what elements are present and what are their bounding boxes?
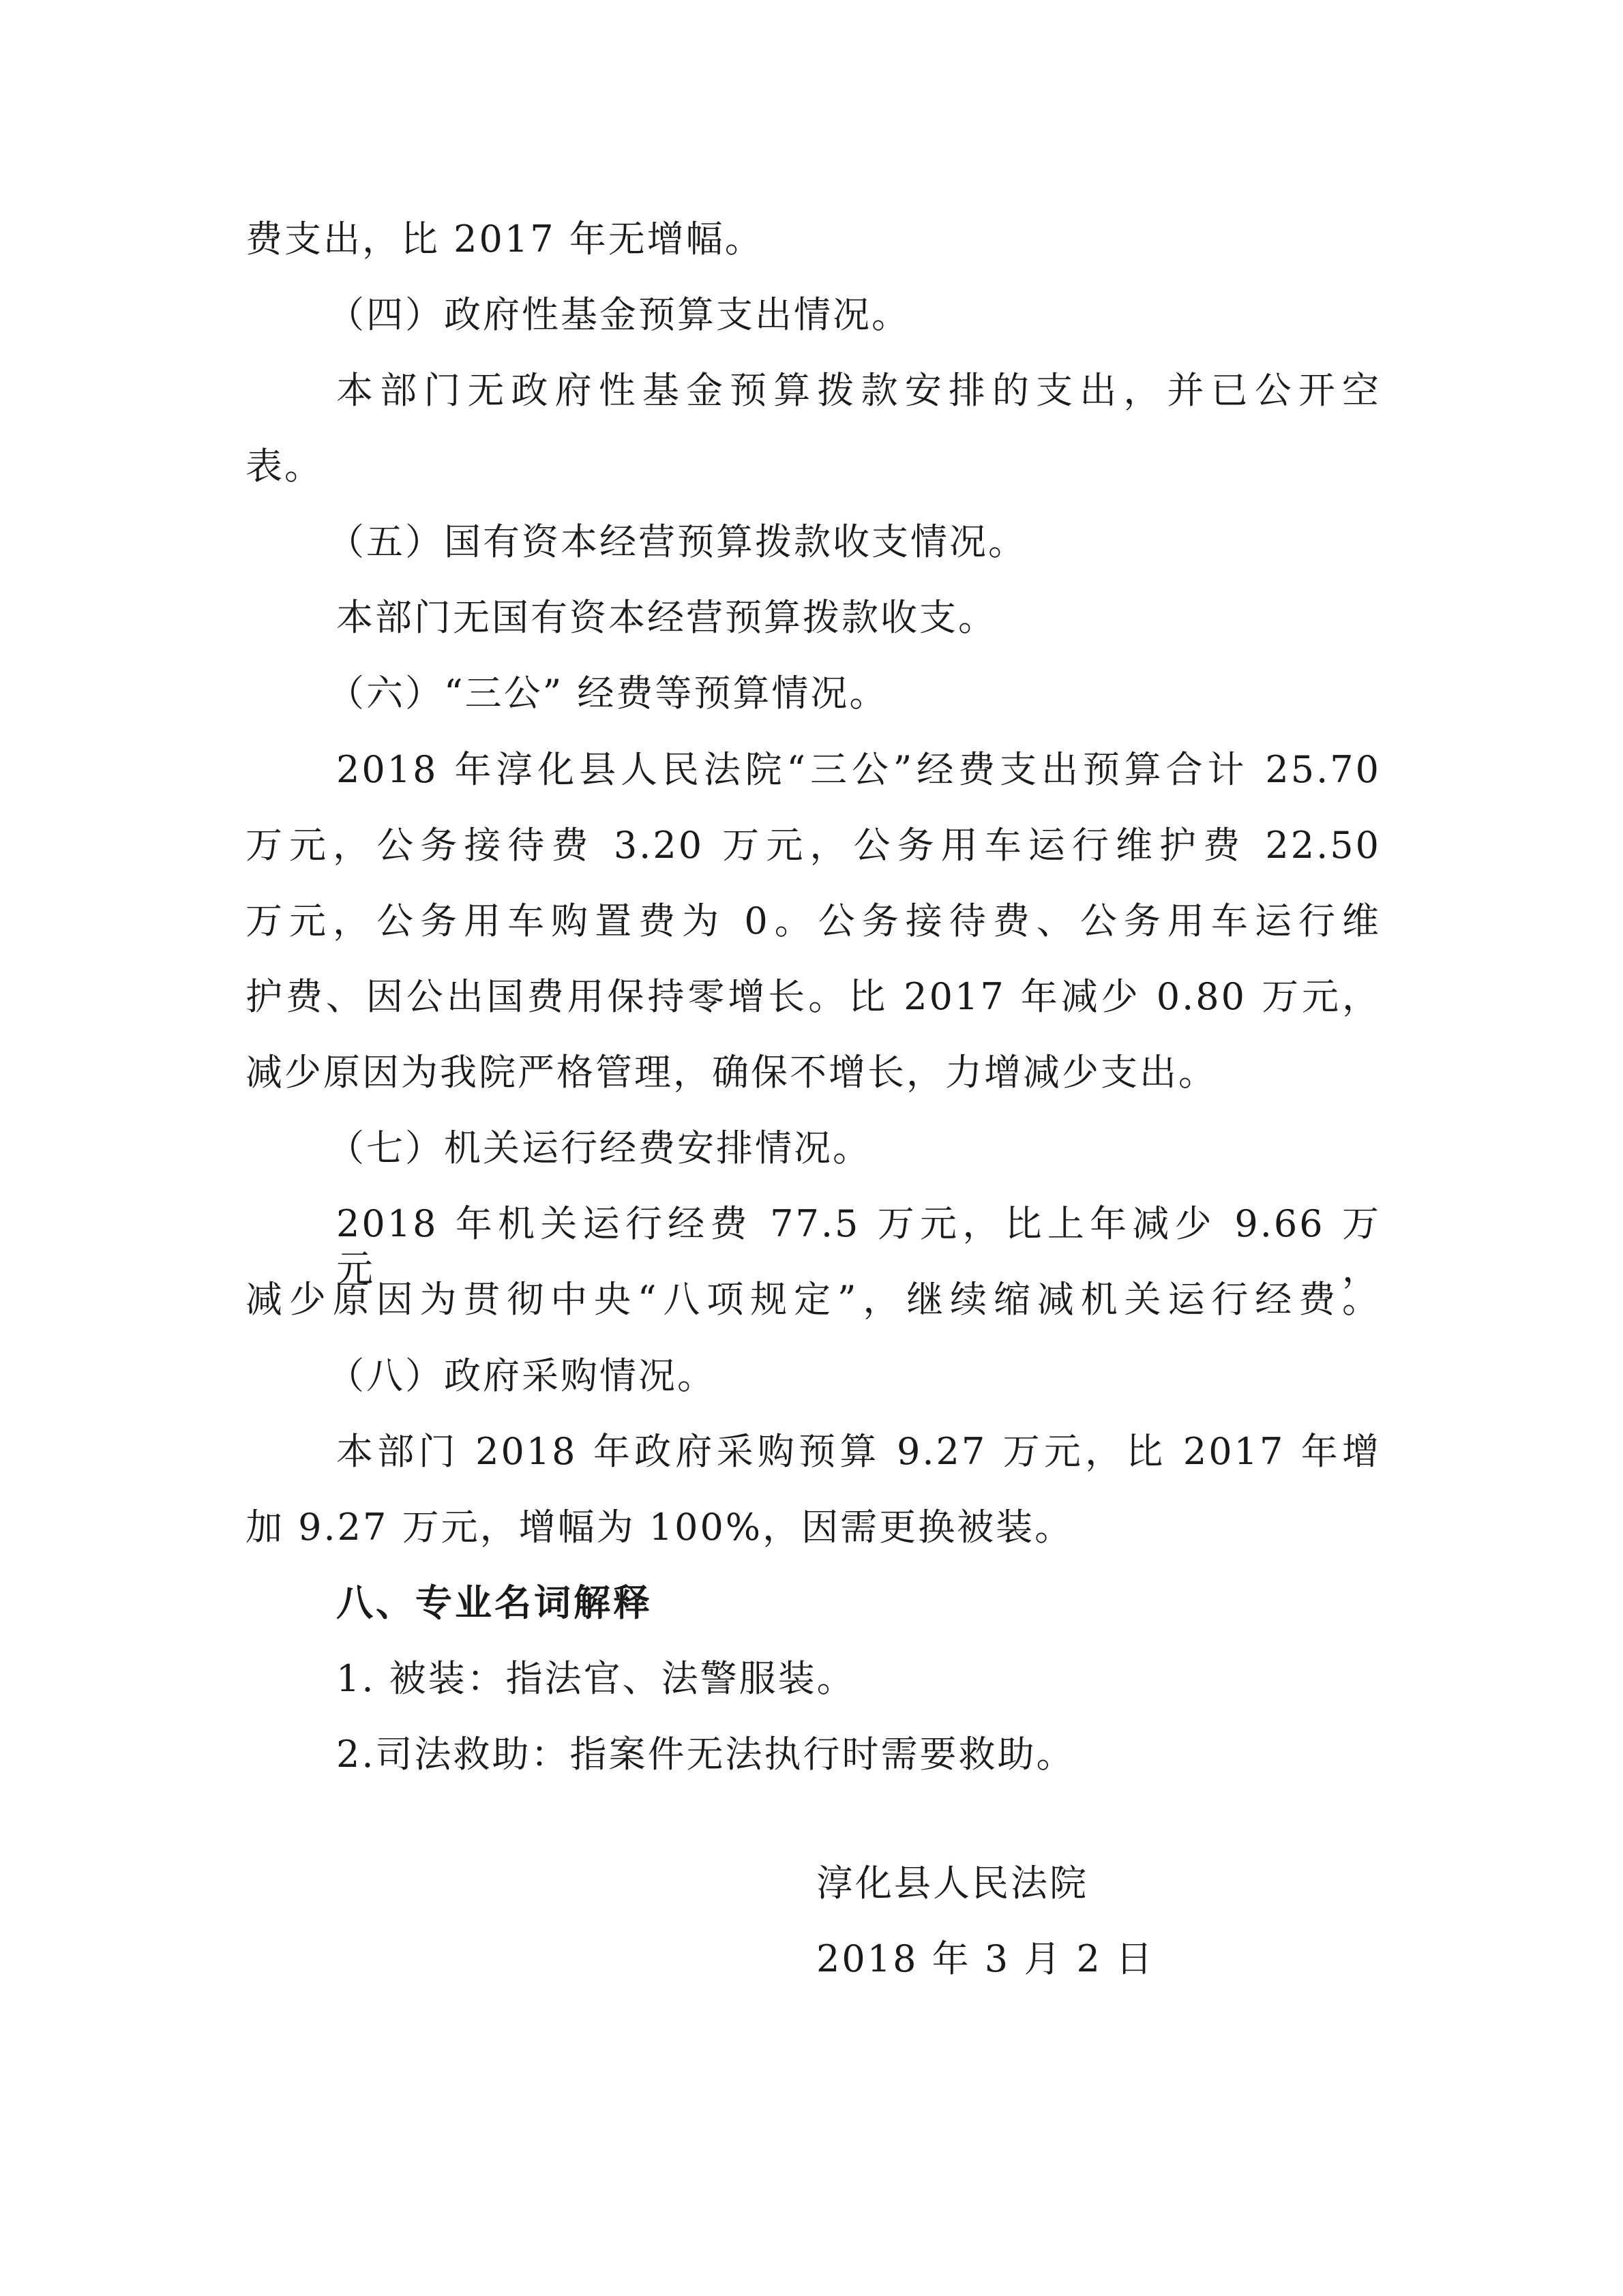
text-line: 护费、因公出国费用保持零增长。比 2017 年减少 0.80 万元， — [245, 975, 1381, 1018]
text-line: 费支出，比 2017 年无增幅。 — [245, 218, 764, 260]
text-line: 2018 年淳化县人民法院“三公”经费支出预算合计 25.70 — [336, 748, 1381, 791]
section-heading: （六）“三公” 经费等预算情况。 — [327, 672, 889, 715]
text-line: 2018 年机关运行经费 77.5 万元，比上年减少 9.66 万元， — [336, 1202, 1381, 1290]
text-line: 本部门无政府性基金预算拨款安排的支出，并已公开空 — [336, 369, 1381, 412]
text-line: 减少原因为我院严格管理，确保不增长，力增减少支出。 — [245, 1051, 1217, 1094]
section-heading: （五）国有资本经营预算拨款收支情况。 — [327, 520, 1027, 563]
signature-org: 淳化县人民法院 — [816, 1862, 1088, 1905]
text-line: 万元，公务用车购置费为 0。公务接待费、公务用车运行维 — [245, 899, 1381, 942]
list-item: 2.司法救助：指案件无法执行时需要救助。 — [336, 1733, 1075, 1776]
text-line: 本部门 2018 年政府采购预算 9.27 万元，比 2017 年增 — [336, 1430, 1381, 1473]
section-heading: （四）政府性基金预算支出情况。 — [327, 293, 910, 336]
section-heading: （七）机关运行经费安排情况。 — [327, 1127, 872, 1169]
section-heading: （八）政府采购情况。 — [327, 1354, 716, 1397]
signature-date: 2018 年 3 月 2 日 — [816, 1937, 1155, 1980]
text-line: 减少原因为贯彻中央“八项规定”，继续缩减机关运行经费。 — [245, 1278, 1381, 1321]
chapter-heading: 八、专业名词解释 — [336, 1581, 653, 1624]
text-line: 表。 — [245, 445, 323, 488]
text-line: 本部门无国有资本经营预算拨款收支。 — [336, 596, 997, 639]
text-line: 万元，公务接待费 3.20 万元，公务用车运行维护费 22.50 — [245, 824, 1381, 867]
list-item: 1. 被装：指法官、法警服装。 — [336, 1657, 856, 1700]
text-line: 加 9.27 万元，增幅为 100%，因需更换被装。 — [245, 1506, 1074, 1549]
